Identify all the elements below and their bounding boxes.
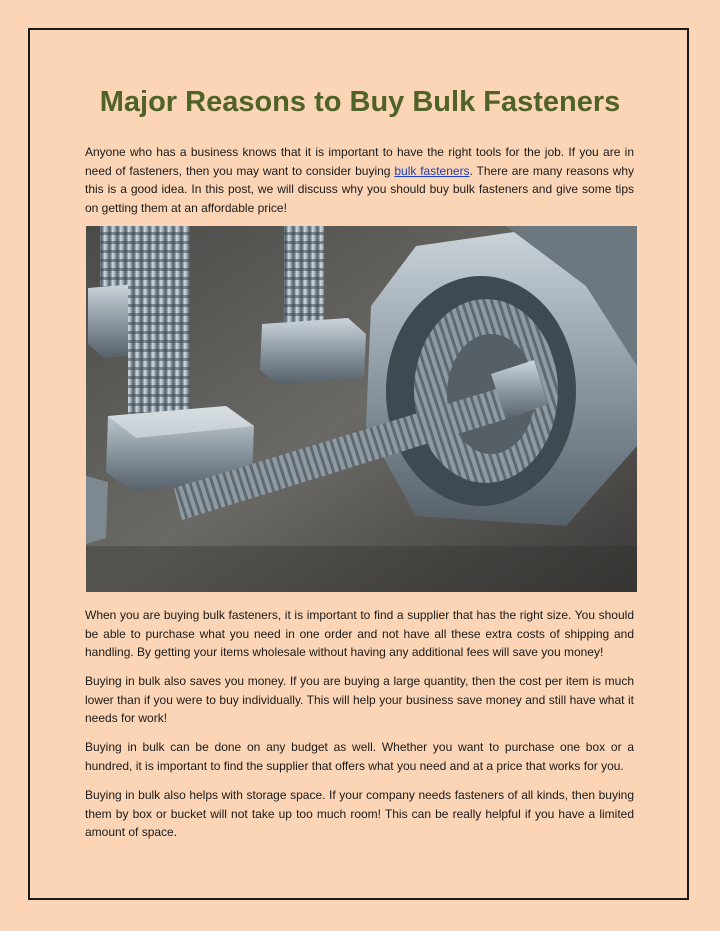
paragraph-any-budget: Buying in bulk can be done on any budget as well. Whether you want to purchase one box or a hundred, it is important to find the supplier that offers what you need and at a price that works for you. [85,740,634,773]
paragraph-saves-money: Buying in bulk also saves you money. If you are buying a large quantity, then the cost per item is much lower than if you were to buy individually. This will help your business save money and still have what it needs for work! [85,674,634,725]
intro-text-start: Anyone who has a business knows that it is important to have the right tools for the job. If you are in need of fasteners, then you may want to consider buying [85,145,634,178]
paragraph-storage-space: Buying in bulk also helps with storage space. If your company needs fasteners of all kinds, then buying them by box or bucket will not take up too much room! This can be really helpful if you have a limited amount of space. [85,788,634,839]
fasteners-photo [86,226,637,592]
intro-text-end: . There are many reasons why this is a good idea. In this post, we will discuss why you should buy bulk fasteners and give some tips on getting them at an affordable price! [85,163,635,215]
paragraph-supplier-size: When you are buying bulk fasteners, it is important to find a supplier that has the right size. You should be able to purchase what you need in one order and not have all these extra costs of shipping and handling. By getting your items wholesale without having any additional fees will save you money! [85,608,634,659]
bulk-fasteners-link[interactable]: bulk fasteners [394,163,470,178]
article-title: Major Reasons to Buy Bulk Fasteners [99,86,621,118]
intro-paragraph [85,143,634,217]
